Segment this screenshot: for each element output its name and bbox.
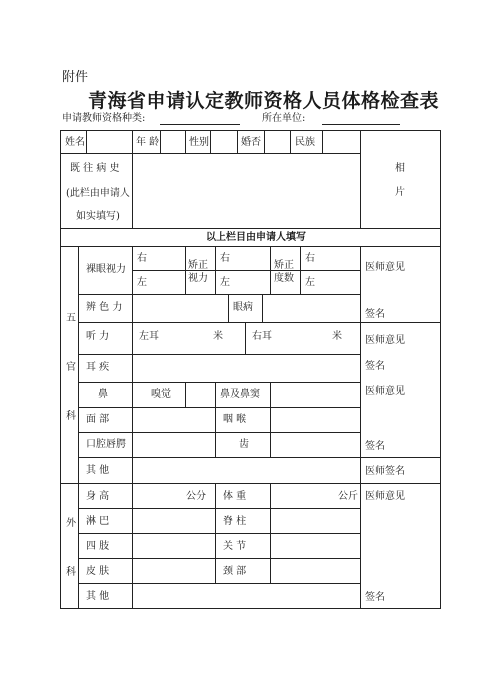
- sinus-label: 鼻及鼻窦: [220, 389, 260, 400]
- name-label: 姓名: [65, 137, 85, 148]
- signature-label: 签名: [365, 309, 385, 320]
- naked-right-label: 右: [137, 253, 147, 264]
- naked-left-label: 左: [137, 277, 147, 288]
- section-char: 官: [66, 362, 76, 373]
- weight-unit: 公斤: [338, 491, 358, 502]
- doctor-opinion-label: 医师意见: [365, 335, 405, 346]
- history-label: 既 往 病 史: [70, 163, 120, 174]
- lymph-label: 淋 巴: [86, 516, 110, 527]
- surgery-other-label: 其 他: [86, 591, 110, 602]
- right-ear-label: 右耳: [252, 331, 272, 342]
- left-ear-label: 左耳: [139, 331, 159, 342]
- spine-label: 脊 柱: [223, 516, 247, 527]
- smell-label: 嗅觉: [151, 389, 171, 400]
- unit-field[interactable]: [322, 124, 400, 125]
- history-note-line2: 如实填写): [76, 211, 120, 222]
- marital-label: 婚否: [241, 137, 261, 148]
- section-char: 外: [66, 518, 76, 529]
- unit-label: 所在单位:: [262, 113, 306, 124]
- signature-label: 签名: [365, 441, 385, 452]
- doctor-opinion-label: 医师意见: [365, 386, 405, 397]
- neck-label: 颈 部: [223, 566, 247, 577]
- skin-label: 皮 肤: [86, 566, 110, 577]
- history-note-line1: (此栏由申请人: [66, 188, 130, 199]
- color-vision-label: 辨 色 力: [86, 302, 123, 313]
- mouth-label: 口腔唇腭: [86, 439, 126, 450]
- corr-right-label: 右: [220, 253, 230, 264]
- cert-type-label: 申请教师资格种类:: [62, 113, 146, 124]
- ethnicity-label: 民族: [295, 137, 315, 148]
- age-label: 年 龄: [136, 137, 160, 148]
- section-char: 五: [66, 313, 76, 324]
- photo-label-bottom: 片: [395, 187, 405, 198]
- photo-label-top: 相: [395, 163, 405, 174]
- hearing-label: 听 力: [86, 331, 110, 342]
- left-ear-unit: 米: [213, 331, 223, 342]
- eye-disease-label: 眼病: [233, 302, 253, 313]
- applicant-filled-note: 以上栏目由申请人填写: [206, 232, 306, 243]
- corr-left-label: 左: [220, 277, 230, 288]
- degree-right-label: 右: [305, 253, 315, 264]
- throat-label: 咽 喉: [223, 414, 247, 425]
- doctor-opinion-label: 医师意见: [365, 262, 405, 273]
- right-ear-unit: 米: [332, 331, 342, 342]
- section-char: 科: [66, 411, 76, 422]
- weight-label: 体 重: [223, 491, 247, 502]
- section-char: 科: [66, 567, 76, 578]
- gender-label: 性别: [189, 137, 209, 148]
- ear-disease-label: 耳 疾: [86, 362, 110, 373]
- degree-left-label: 左: [305, 277, 315, 288]
- corrected-degree-label: 矫正度数: [274, 260, 294, 284]
- naked-vision-label: 裸眼视力: [86, 264, 126, 275]
- facial-other-label: 其 他: [86, 465, 110, 476]
- signature-label: 签名: [365, 361, 385, 372]
- teeth-label: 齿: [239, 439, 249, 450]
- form-title: 青海省申请认定教师资格人员体格检查表: [88, 90, 440, 112]
- cert-type-field[interactable]: [160, 124, 240, 125]
- nose-label: 鼻: [98, 389, 108, 400]
- doctor-signature-label: 医师签名: [365, 466, 405, 477]
- doctor-opinion-label: 医师意见: [365, 491, 405, 502]
- height-unit: 公分: [186, 491, 206, 502]
- corrected-vision-label: 矫正视力: [188, 260, 208, 284]
- face-label: 面 部: [86, 414, 110, 425]
- limbs-label: 四 肢: [86, 541, 110, 552]
- signature-label: 签名: [365, 592, 385, 603]
- annex-label: 附件: [62, 70, 89, 85]
- height-label: 身 高: [86, 491, 110, 502]
- joints-label: 关 节: [223, 541, 247, 552]
